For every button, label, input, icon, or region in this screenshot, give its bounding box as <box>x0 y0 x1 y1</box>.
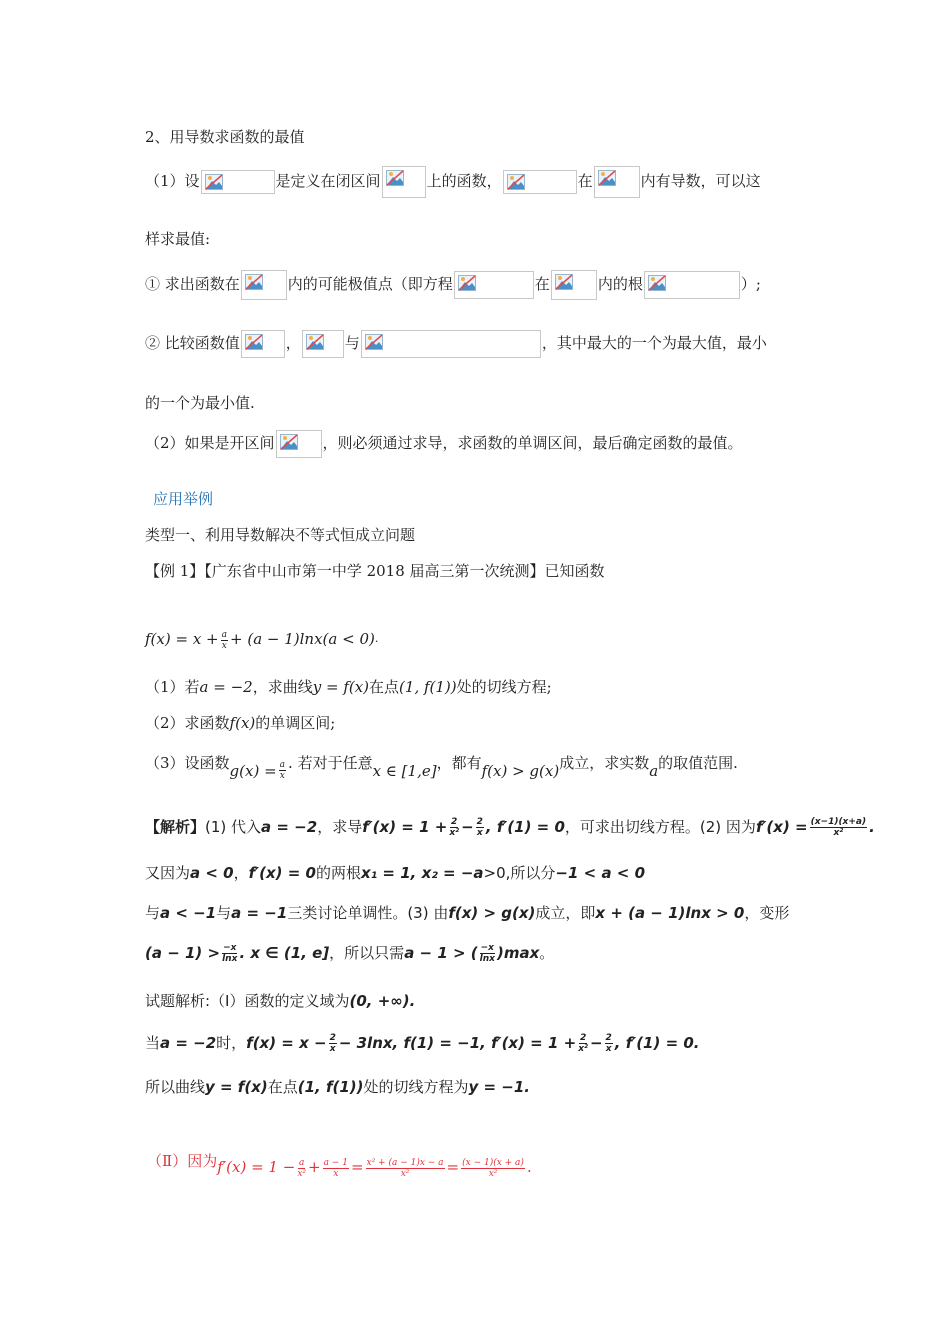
paragraph-2: （2）如果是开区间 ，则必须通过求导，求函数的单调区间，最后确定函数的最值。 <box>145 430 743 458</box>
analysis-line-4: (a − 1) > $\frac{-x}{\ln x}$ . x ∈ (1, e]，所以只需a − 1 > ( $\frac{-x}{\ln x}$ )max。 <box>145 943 555 964</box>
broken-image-icon <box>306 334 324 350</box>
fraction: $\frac{2}{x}$ <box>329 1033 336 1054</box>
fraction: $\frac{a}{x}$ <box>221 629 227 651</box>
broken-image-icon <box>458 275 476 291</box>
fraction: $\frac{-x}{\ln x}$ <box>479 943 495 964</box>
broken-image-icon <box>648 275 666 291</box>
fraction: $\frac{(x - 1)(x + a)}{\text{x²}}$ <box>462 1157 524 1179</box>
fraction: $\frac{(x-1)(x+a)}{\text{x²}}$ <box>810 817 867 838</box>
formula-image-placeholder <box>302 330 344 358</box>
paragraph-1-cont: 样求最值: <box>145 230 211 248</box>
step-1: ① 求出函数在 内的可能极值点（即方程 在 内的根 ）; <box>145 270 761 300</box>
fraction: $\frac{a}{\text{x²}}$ <box>297 1157 306 1179</box>
fraction: $\frac{a - 1}{x}$ <box>323 1157 348 1179</box>
section-title-apply: 应用举例 <box>153 490 214 508</box>
broken-image-icon <box>507 174 525 190</box>
broken-image-icon <box>365 334 383 350</box>
broken-image-icon <box>280 434 298 450</box>
formula-image-placeholder <box>551 270 597 300</box>
fraction: $\frac{a}{x}$ <box>279 759 286 781</box>
fraction: $\frac{2}{x}$ <box>476 817 483 838</box>
analysis-line-3: 与a < −1与a = −1三类讨论单调性。(3) 由f(x) > g(x)成立，即x + (a − 1)lnx > 0，变形 <box>145 904 790 922</box>
broken-image-icon <box>205 174 223 190</box>
formula-image-placeholder <box>361 330 541 358</box>
broken-image-icon <box>245 334 263 350</box>
broken-image-icon <box>386 170 404 186</box>
step-2-cont: 的一个为最小值. <box>145 394 255 412</box>
fraction: $\frac{\text{x² + (a − 1)x − a}}{\text{x²}}$ <box>366 1157 444 1179</box>
paragraph-1: （1）设 是定义在闭区间 上的函数， 在 内有导数，可以这 <box>145 166 761 198</box>
fraction: $\frac{-x}{\ln x}$ <box>222 943 238 964</box>
fraction: $\frac{2}{x}$ <box>605 1033 612 1054</box>
formula-image-placeholder <box>644 271 740 299</box>
fraction: $\frac{2}{\text{x²}}$ <box>449 817 460 838</box>
formula-image-placeholder <box>201 170 275 194</box>
example-title: 【例 1】【广东省中山市第一中学 2018 届高三第一次统测】已知函数 <box>145 562 605 580</box>
formula-image-placeholder <box>503 170 577 194</box>
analysis-line-7: 所以曲线y = f(x)在点(1, f(1))处的切线方程为y = −1. <box>145 1078 530 1096</box>
formula-image-placeholder <box>241 330 285 358</box>
section-heading: 2、用导数求函数的最值 <box>145 128 305 146</box>
broken-image-icon <box>555 274 573 290</box>
analysis-line-6: 当a = −2时，f(x) = x − $\frac{2}{x}$ − 3lnx, f(1) = −1, f′(x) = 1 + $\frac{2}{\text{x²}}$ − $\frac{2}{x}$ , f′(1) = 0. <box>145 1033 700 1054</box>
question-3: （3）设函数g(x) = $\frac{a}{x}$ . 若对于任意x ∈ [1,e]，都有f(x) > g(x)成立，求实数a的取值范围. <box>145 754 738 781</box>
question-1: （1）若a = −2，求曲线y = f(x)在点(1, f(1))处的切线方程; <box>145 678 552 696</box>
type-heading: 类型一、利用导数解决不等式恒成立问题 <box>145 526 416 544</box>
formula-image-placeholder <box>382 166 426 198</box>
question-2: （2）求函数f(x)的单调区间; <box>145 714 336 732</box>
formula-image-placeholder <box>454 271 534 299</box>
formula-image-placeholder <box>594 166 640 198</box>
broken-image-icon <box>245 274 263 290</box>
fraction: $\frac{2}{\text{x²}}$ <box>578 1033 588 1054</box>
analysis-line-1: 【解析】(1) 代入a = −2，求导f′(x) = 1 + $\frac{2}{\text{x²}}$ − $\frac{2}{x}$ , f′(1) = 0，可求出切线方程。(2) 因为f′(x) = $\frac{(x-1)(x+a)}{\text{x²}}$ . <box>145 817 875 838</box>
formula-image-placeholder <box>276 430 322 458</box>
function-definition: f(x) = x + $\frac{a}{x}$ + (a − 1)lnx(a < 0). <box>145 629 379 651</box>
broken-image-icon <box>598 170 616 186</box>
analysis-line-5: 试题解析:（Ⅰ）函数的定义域为(0, +∞). <box>145 992 416 1010</box>
analysis-line-2: 又因为a < 0，f′(x) = 0的两根x₁ = 1, x₂ = −a>0,所以分−1 < a < 0 <box>145 864 646 882</box>
formula-image-placeholder <box>241 270 287 300</box>
analysis-line-8: （Ⅱ）因为f′(x) = 1 − $\frac{a}{\text{x²}}$ + $\frac{a - 1}{x}$ = $\frac{\text{x² + (a − 1)x − a}}{\text{x²}}$ = $\frac{(x - 1)(x + a)}{\text{x²}}$ . <box>147 1152 532 1179</box>
step-2: ② 比较函数值 ， 与 ，其中最大的一个为最大值，最小 <box>145 330 767 358</box>
